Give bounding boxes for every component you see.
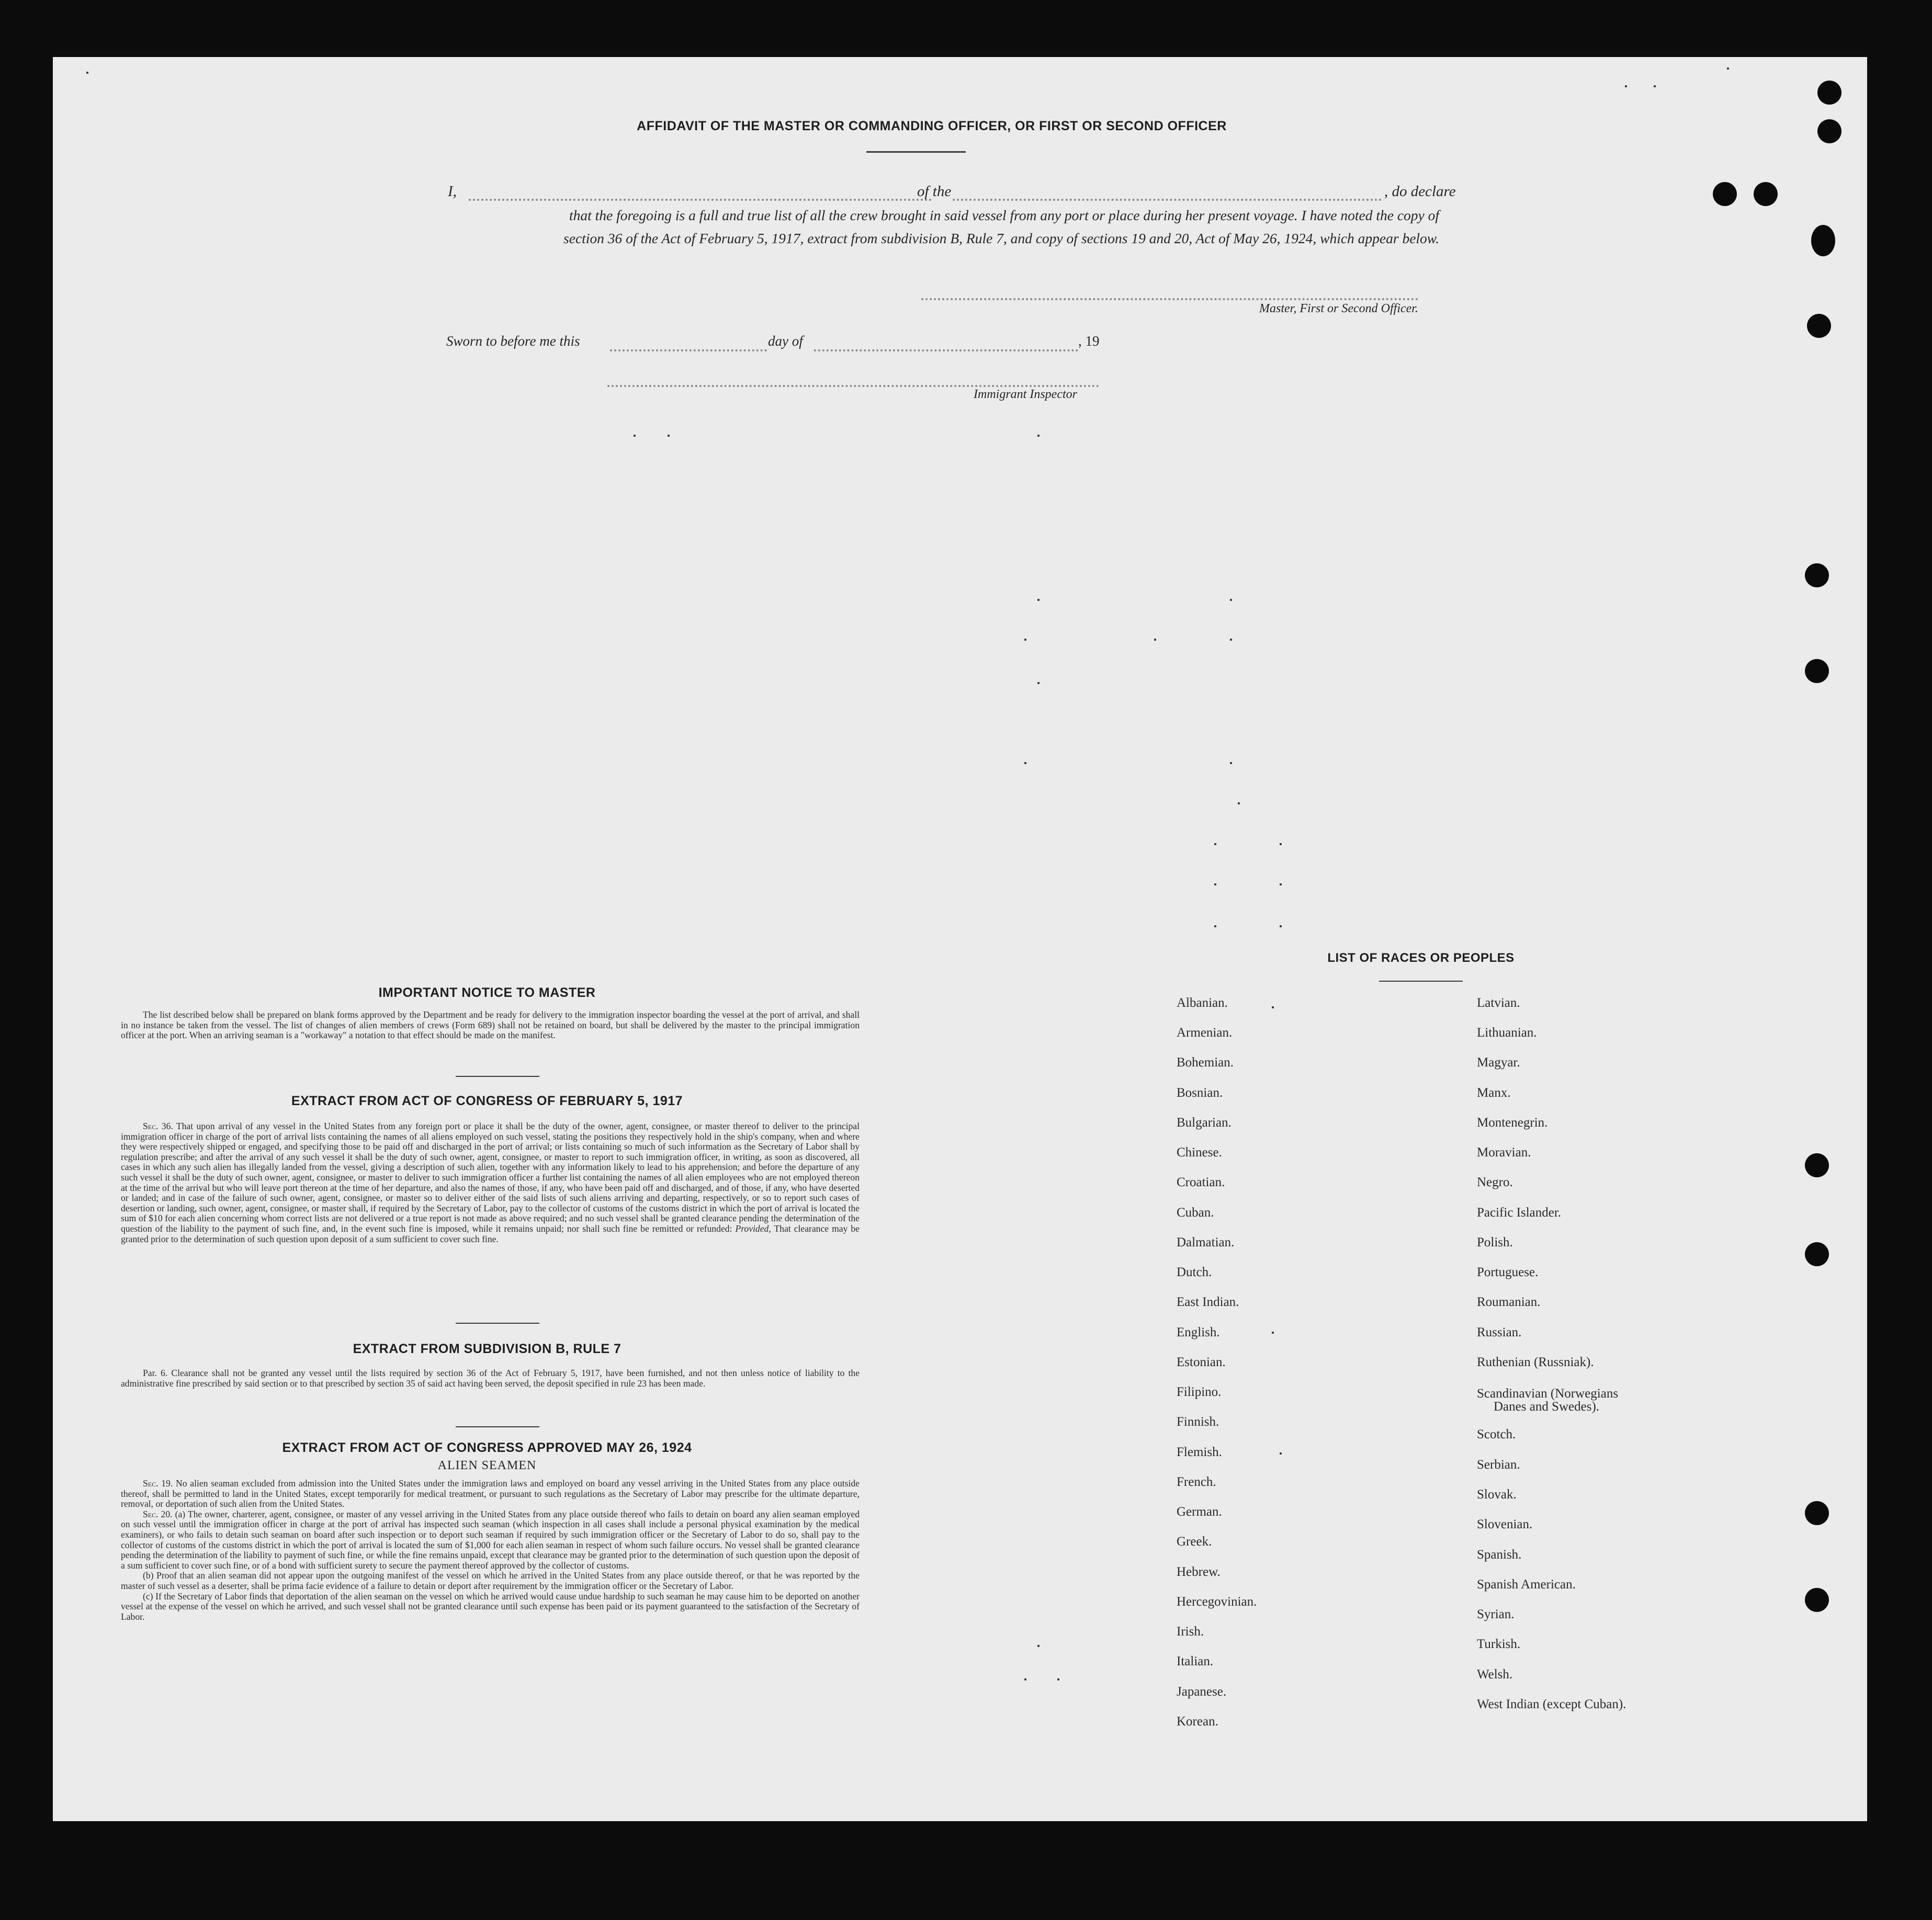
scan-speck [1280,843,1282,845]
race-item: Filipino. [1177,1385,1222,1399]
sec-36-provided: Provided, [735,1223,771,1234]
punch-hole [1807,314,1831,338]
race-item: Bohemian. [1177,1055,1234,1070]
punch-hole [1805,659,1829,683]
sworn-year: , 19 [1078,333,1100,349]
rule7-text [121,1368,860,1389]
punch-hole [1817,119,1841,143]
extract-1917-text [121,1121,860,1244]
race-item: Turkish. [1477,1637,1521,1651]
race-item: Montenegrin. [1477,1116,1548,1130]
race-item: Latvian. [1477,996,1520,1010]
race-item: Irish. [1177,1624,1204,1639]
scan-speck [1727,67,1729,70]
form-page [53,57,1867,1821]
race-item: Portuguese. [1477,1265,1539,1279]
race-item: Hercegovinian. [1177,1595,1257,1609]
inspector-signature-field[interactable] [607,385,1099,387]
scan-speck [1024,762,1026,764]
scan-speck [668,435,670,437]
master-name-field[interactable] [469,199,932,201]
extract-1924-text [121,1479,860,1622]
scan-speck [1024,639,1026,641]
race-item: Slovenian. [1477,1517,1533,1531]
scan-speck [1230,639,1232,641]
punch-hole [1805,1501,1829,1525]
sworn-day-field[interactable] [610,349,767,351]
race-item: English. [1177,1325,1220,1339]
scan-speck [1625,85,1627,87]
scan-speck [1214,843,1216,845]
scan-speck [1037,599,1040,601]
race-item: Chinese. [1177,1145,1222,1160]
scan-speck [1230,599,1232,601]
sec-20b-paragraph: (b) Proof that an alien seaman did not appear upon the outgoing manifest of the vessel on which he arrived in the United States from any place outside thereof, or that he was reported by the master of such vessel as a deserter, shall be prima facie evidence of a failure to detain or deport after requirement by the immigration officer or the Secretary of Labor. [121,1570,860,1591]
race-item: Polish. [1477,1235,1513,1249]
race-item: Manx. [1477,1086,1511,1100]
race-item: Lithuanian. [1477,1026,1537,1040]
race-item: Serbian. [1477,1458,1520,1472]
punch-hole [1805,1242,1829,1266]
race-item: Ruthenian (Russniak). [1477,1355,1594,1369]
sec-36-paragraph [121,1121,860,1244]
scan-speck [1272,1332,1274,1334]
extract-1924-subtitle: ALIEN SEAMEN [437,1459,537,1472]
affidavit-line2: that the foregoing is a full and true list of all the crew brought in said vessel from any port or place during her present voyage. I have noted the copy of [569,207,1439,223]
race-item: Albanian. [1177,996,1228,1010]
sec-36-body-end: That clearance may be granted prior to the determination of such question upon deposit of a sum sufficient to cover such fine. [121,1223,860,1244]
extract-1924-title: EXTRACT FROM ACT OF CONGRESS APPROVED MAY 26, 1924 [282,1440,692,1455]
extract-1917-rule [456,1323,539,1324]
race-item: Italian. [1177,1654,1214,1668]
affidavit-title: AFFIDAVIT OF THE MASTER OR COMMANDING OFFICER, OR FIRST OR SECOND OFFICER [637,119,1227,133]
scan-speck [1214,925,1216,927]
scan-speck [86,72,88,74]
affidavit-do-declare: , do declare [1384,183,1456,200]
notice-rule [456,1076,539,1077]
par-6-paragraph [121,1368,860,1389]
scan-speck [1024,1678,1026,1680]
scan-speck [1280,1452,1282,1455]
race-item: Roumanian. [1477,1295,1541,1309]
race-item: West Indian (except Cuban). [1477,1697,1626,1711]
rule7-title: EXTRACT FROM SUBDIVISION B, RULE 7 [353,1342,622,1356]
notice-title: IMPORTANT NOTICE TO MASTER [378,985,596,1000]
race-item: Dalmatian. [1177,1235,1235,1249]
scan-speck [1654,85,1656,87]
affidavit-line3: section 36 of the Act of February 5, 1917, extract from subdivision B, Rule 7, and copy of sections 19 and 20, Act of May 26, 1924, which appear below. [563,230,1439,246]
race-item: Negro. [1477,1175,1513,1189]
scan-speck [634,435,636,437]
race-item: Greek. [1177,1535,1212,1549]
master-signature-field[interactable] [921,298,1418,300]
race-item: German. [1177,1505,1222,1519]
race-item: Pacific Islander. [1477,1206,1562,1220]
race-item: Moravian. [1477,1145,1531,1160]
punch-hole [1811,225,1835,256]
sec-19-paragraph [121,1479,860,1509]
par-6-label: Par. 6. [143,1368,168,1378]
affidavit-of-the: of the [917,183,952,200]
scan-speck [1238,802,1240,804]
race-item: Slovak. [1477,1487,1517,1502]
scan-speck [1214,883,1216,885]
sec-20a-paragraph [121,1509,860,1571]
race-item: Syrian. [1477,1607,1515,1621]
par-6-body: Clearance shall not be granted any vessel until the lists required by section 36 of the Act of February 5, 1917, have been furnished, and not then unless notice of liability to the administrative fine prescribed by said section or to that prescribed by section 35 of said act having been served, the deposit specified in rule 23 has been made. [121,1368,860,1389]
scan-speck [1154,639,1156,641]
notice-paragraph: The list described below shall be prepared on blank forms approved by the Department and be ready for delivery to the immigration inspector boarding the vessel at the port of arrival, and shall in no instance be taken from the vessel. The list of changes of alien members of crews (Form 689) shall not be retained on board, but shall be delivered by the master to the principal immigration officer at the port. When an arriving seaman is a "workaway" a notation to that effect should be made on the manifest. [121,1009,860,1041]
punch-hole [1754,182,1778,206]
race-item: Cuban. [1177,1206,1214,1220]
sec-36-body: That upon arrival of any vessel in the United States from any foreign port or place it shall be the duty of the owner, agent, consignee, or master thereof to deliver to the principal immigration officer in charge of the port of arrival lists containing the names of all aliens employed on such vessel, stating the positions they respectively hold in the ship's company, when and where they were respectively shipped or engaged, and specifying those to be paid off and discharged in the port of arrival; or lists containing so much of such information as the Secretary of Labor shall by regulation prescribe; and after the arrival of any such vessel it shall be the duty of such owner, agent, consignee, or master to report to such immigration officer, in writing, as soon as discovered, all cases in which any such alien has illegally landed from the vessel, giving a description of such alien, together with any information likely to lead to his apprehension; and before the departure of any such vessel it shall be the duty of such owner, agent, consignee, or master to deliver to such immigration officer a further list containing the names of all alien employees who are not employed thereon at the time of the arrival but who will leave port thereon at the time of her departure, and also the names of those, if any, who have been paid off and discharged, and of those, if any, who have deserted or landed; and in case of the failure of such owner, agent, consignee, or master so to deliver either of the said lists of such aliens arriving and departing, respectively, or so to report such cases of desertion or landing, such owner, agent, consignee, or master shall, if required by the Secretary of Labor, pay to the collector of customs of the customs district in which the port of arrival is located the sum of $10 for each alien concerning whom correct lists are not delivered or a true report is not made as above required; and no such vessel shall be granted clearance pending the determination of the question of the liability to the payment of such fine, and, in the event such fine is imposed, while it remains unpaid; nor shall such fine be remitted or refunded: [121,1121,860,1234]
race-item: Welsh. [1477,1667,1513,1682]
sec-20-label: Sec. 20. [143,1508,173,1519]
race-item: Croatian. [1177,1175,1225,1189]
race-item: Japanese. [1177,1685,1227,1699]
sworn-prefix: Sworn to before me this [446,333,580,349]
punch-hole [1805,1153,1829,1177]
race-item: Finnish. [1177,1415,1219,1429]
extract-1917-title: EXTRACT FROM ACT OF CONGRESS OF FEBRUARY 5, 1917 [291,1094,683,1108]
race-item: Scandinavian (Norwegians [1477,1387,1619,1401]
race-item: Dutch. [1177,1265,1212,1279]
scan-speck [1230,762,1232,764]
sworn-day-of: day of [768,333,803,349]
race-item: East Indian. [1177,1295,1239,1309]
sec-20c-paragraph: (c) If the Secretary of Labor finds that deportation of the alien seaman on the vessel on which he arrived would cause undue hardship to such seaman he may cause him to be deported on another vessel at the expense of the vessel on which he arrived, and such vessel shall not be granted clearance until such expense has been paid or its payment guaranteed to the satisfaction of the Secretary of Labor. [121,1590,860,1622]
race-item: Danes and Swedes). [1494,1400,1600,1414]
rule7-rule [456,1426,539,1427]
race-item: Spanish American. [1477,1577,1576,1592]
punch-hole [1805,1588,1829,1612]
scan-speck [1057,1678,1059,1680]
race-item: Korean. [1177,1714,1218,1729]
races-title: LIST OF RACES OR PEOPLES [1327,951,1515,965]
sec-19-label: Sec. 19. [143,1478,173,1489]
punch-hole [1817,81,1841,105]
sec-36-label: Sec. 36. [143,1121,173,1131]
race-item: Magyar. [1477,1055,1520,1070]
scan-speck [1037,435,1040,437]
vessel-name-field[interactable] [953,199,1382,201]
scan-speck [1037,1645,1040,1647]
notice-text [121,1010,860,1041]
race-item: Spanish. [1477,1548,1522,1562]
sec-20a-body: (a) The owner, charterer, agent, consignee, or master of any vessel arriving in the United States from any place outside thereof who fails to detain on board any alien seaman employed on such vessel until the immigration officer in charge at the port of arrival has inspected such seaman (which inspection in all cases shall include a personal physical examination by the medical examiners), or who fails to detain such seaman on board after such inspection or to deport such seaman if required by such immigration officer or the Secretary of Labor to do so, shall pay to the collector of customs of the customs district in which the port of arrival is located the sum of $1,000 for each alien seaman in respect of whom such failure occurs. No vessel shall be granted clearance pending the determination of the liability to payment of such fine, or while the fine remains unpaid, except that clearance may be granted prior to the determination of such question upon the deposit of a sum sufficient to cover such fine, or of a bond with sufficient surety to secure the payment thereof approved by the collector of customs. [121,1508,860,1571]
sec-19-body: No alien seaman excluded from admission into the United States under the immigration laws and employed on board any vessel arriving in the United States from any place outside thereof, shall be permitted to land in the United States, except temporarily for medical treatment, or pursuant to such regulations as the Secretary of Labor may prescribe for the ultimate departure, removal, or deportation of such alien from the United States. [121,1478,860,1509]
master-label: Master, First or Second Officer. [1259,302,1418,315]
race-item: Hebrew. [1177,1565,1221,1579]
affidavit-i: I, [448,183,457,200]
affidavit-title-rule [866,151,966,153]
punch-hole [1805,563,1829,587]
scan-speck [1280,925,1282,927]
race-item: Bosnian. [1177,1086,1223,1100]
races-title-rule [1379,981,1463,982]
scan-speck [1272,1006,1274,1008]
race-item: Flemish. [1177,1445,1222,1459]
race-item: Estonian. [1177,1355,1226,1369]
scan-speck [1280,883,1282,885]
race-item: Scotch. [1477,1427,1516,1441]
race-item: Armenian. [1177,1026,1233,1040]
sworn-month-field[interactable] [814,349,1078,351]
scan-speck [1037,682,1040,684]
race-item: French. [1177,1475,1216,1489]
inspector-label: Immigrant Inspector [974,388,1077,401]
punch-hole [1713,182,1737,206]
race-item: Russian. [1477,1325,1522,1339]
race-item: Bulgarian. [1177,1116,1231,1130]
